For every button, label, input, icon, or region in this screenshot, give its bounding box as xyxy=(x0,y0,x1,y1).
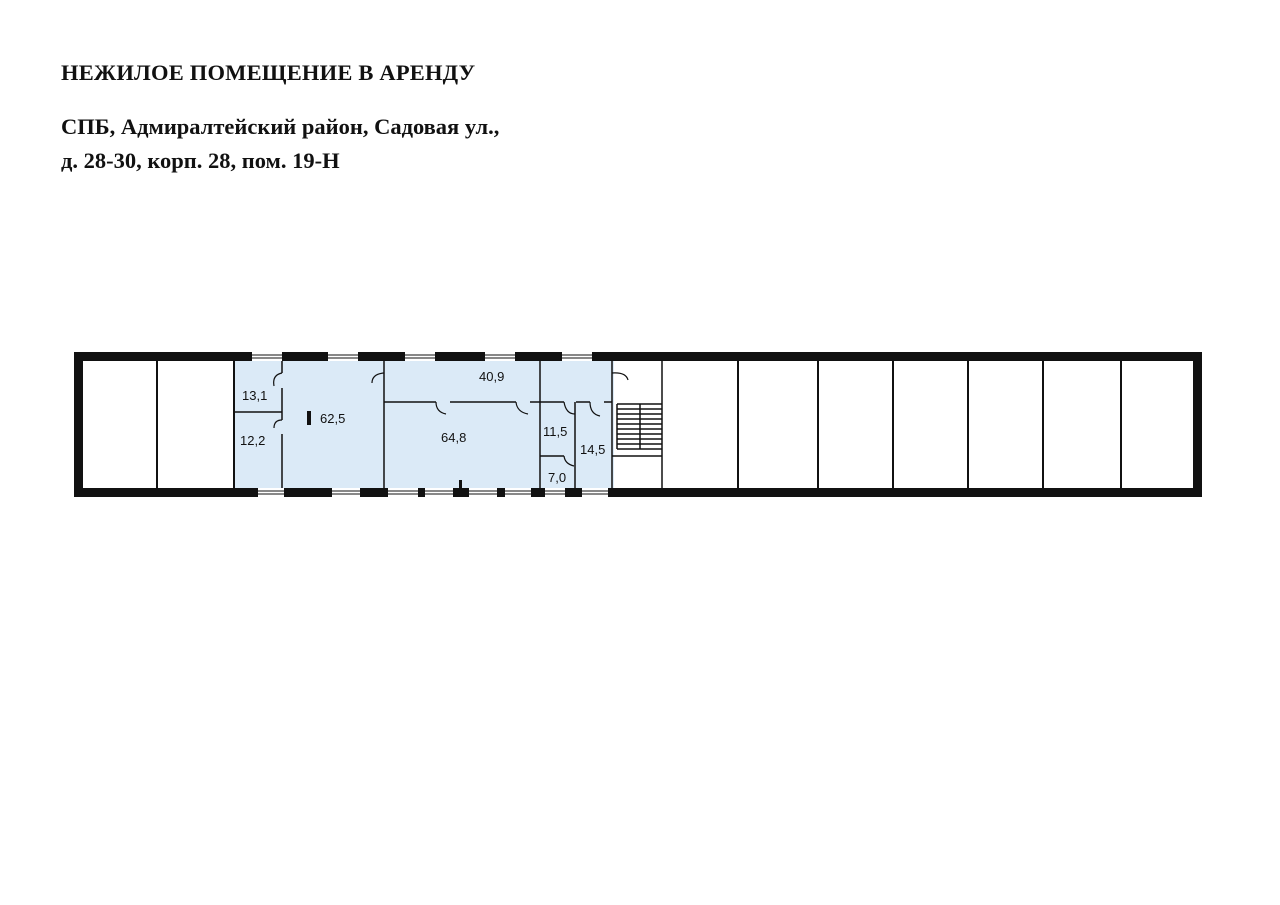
wall-right xyxy=(1193,352,1202,497)
wall-top xyxy=(74,352,1202,361)
window xyxy=(388,488,418,497)
window xyxy=(252,352,282,361)
window xyxy=(562,352,592,361)
address-line-2: д. 28-30, корп. 28, пом. 19-Н xyxy=(61,148,340,173)
area-label-62-5: 62,5 xyxy=(320,411,346,426)
area-label-64-8: 64,8 xyxy=(441,430,467,445)
window xyxy=(469,488,497,497)
wall-bottom xyxy=(74,488,1202,497)
wall-left xyxy=(74,352,83,497)
window xyxy=(258,488,284,497)
window xyxy=(545,488,565,497)
window xyxy=(505,488,531,497)
neighbor-partitions-left xyxy=(157,361,234,488)
window xyxy=(328,352,358,361)
area-label-12-2: 12,2 xyxy=(240,433,266,448)
window xyxy=(485,352,515,361)
window xyxy=(582,488,608,497)
area-label-14-5: 14,5 xyxy=(580,442,606,457)
page-title: НЕЖИЛОЕ ПОМЕЩЕНИЕ В АРЕНДУ xyxy=(61,60,476,85)
area-label-7-0: 7,0 xyxy=(548,470,567,485)
staircase xyxy=(612,361,662,488)
address-line-1: СПБ, Адмиралтейский район, Садовая ул., xyxy=(61,114,500,139)
window xyxy=(405,352,435,361)
area-label-40-9: 40,9 xyxy=(479,369,505,384)
door xyxy=(612,373,628,380)
neighbor-partitions-right xyxy=(738,361,1121,488)
area-label-13-1: 13,1 xyxy=(242,388,268,403)
area-label-11-5: 11,5 xyxy=(543,424,568,439)
window xyxy=(425,488,453,497)
window xyxy=(332,488,360,497)
